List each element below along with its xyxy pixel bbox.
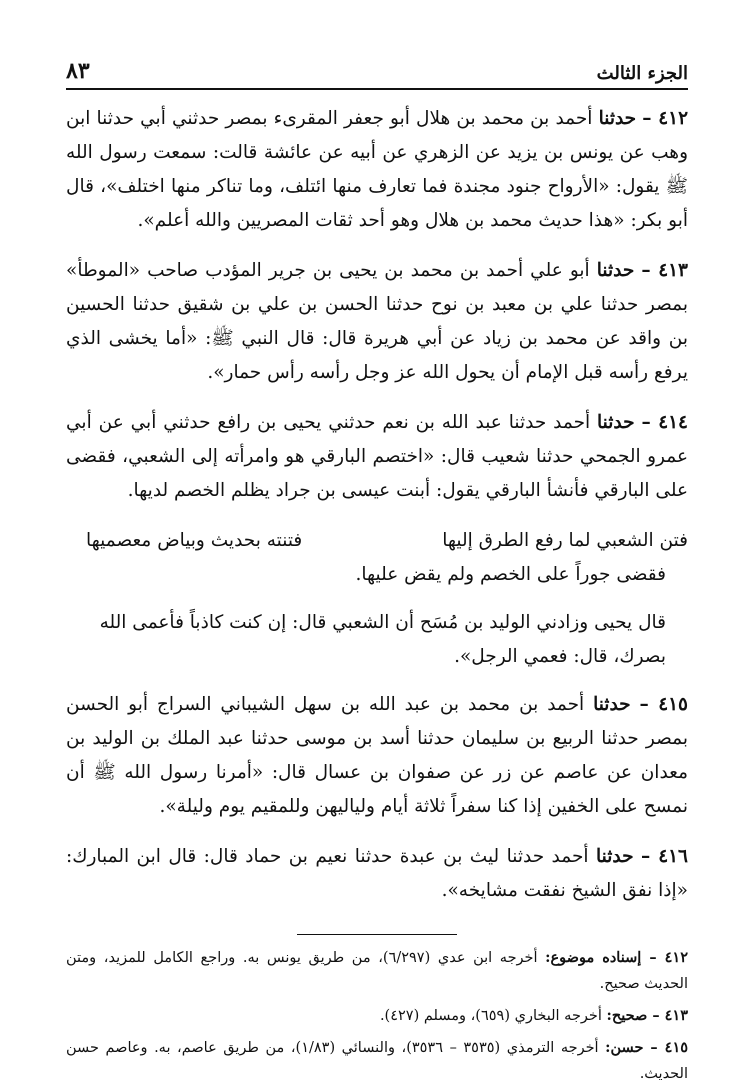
entry-number: ٤١٢ – <box>642 108 689 129</box>
entry-lead: حدثنا <box>597 412 635 433</box>
poem-verse <box>66 524 688 558</box>
footnote-413 <box>66 1003 688 1029</box>
entry-text: أحمد بن محمد بن هلال أبو جعفر المقرىء بمصر حدثني أبي حدثنا ابن وهب عن يونس بن يزيد عن الزهري عن أبيه عن عائشة قالت: سمعت رسول الله ﷺ يقول: «الأرواح جنود مجندة فما تعارف منها ائتلف، وما تناكر منها اختلف»، قال أبو بكر: «هذا حديث محمد بن هلال وهو أحد ثقات المصريين والله أعلم». <box>66 108 688 231</box>
running-header <box>66 40 688 90</box>
entry-text: أحمد حدثنا ليث بن عبدة حدثنا نعيم بن حماد قال: قال ابن المبارك: «إذا نفق الشيخ نفقت مشايخه». <box>66 846 688 901</box>
entry-lead: حدثنا <box>595 846 634 867</box>
entry-text: أحمد بن محمد بن عبد الله بن سهل الشيباني السراج أبو الحسن بمصر حدثنا الربيع بن سليمان حدثنا أسد بن موسى حدثنا عبد الملك بن الوليد بن معدان عن عاصم عن زر عن صفوان بن عسال قال: «أمرنا رسول الله ﷺ أن نمسح على الخفين إذا كنا سفراً ثلاثة أيام ولياليهن وللمقيم يوم وليلة». <box>66 694 688 817</box>
entry-number: ٤١٦ – <box>640 846 688 867</box>
poem-continuation: فقضى جوراً على الخصم ولم يقض عليها. <box>355 564 666 585</box>
entry-text: أحمد حدثنا عبد الله بن نعم حدثني يحيى بن رافع حدثني أبي عن أبي عمرو الجمحي حدثنا شعيب قال: «اختصم البارقي هو وامرأته إلى الشعبي، فقضى على البارقي فأنشأ البارقي يقول: أبنت عيسى بن جراد يظلم الخصم لديها. <box>66 412 688 501</box>
entry-lead: حدثنا <box>596 260 635 281</box>
footnote-text: أخرجه ابن عدي (٦/٢٩٧)، من طريق يونس به. وراجع الكامل للمزيد، ومتن الحديث صحيح. <box>66 950 688 992</box>
hadith-entry-413 <box>66 254 688 390</box>
running-title: الجزء الثالث <box>596 63 688 84</box>
page-number: ٨٣ <box>66 58 90 84</box>
footnote-415 <box>66 1035 688 1087</box>
hadith-entry-416 <box>66 840 688 908</box>
footnote-separator <box>297 934 457 935</box>
hadith-entry-415 <box>66 688 688 824</box>
entry-number: ٤١٣ – <box>641 260 688 281</box>
footnote-text: أخرجه البخاري (٦٥٩)، ومسلم (٤٢٧). <box>379 1008 602 1024</box>
footnote-key: ٤١٣ – صحيح: <box>606 1007 688 1024</box>
footnote-key: ٤١٥ – حسن: <box>605 1039 689 1056</box>
footnote-key: ٤١٢ – إسناده موضوع: <box>545 949 688 966</box>
footnote-text: أخرجه الترمذي (٣٥٣٥ – ٣٥٣٦)، والنسائي (١/٨٣)، من طريق عاصم، به. وعاصم حسن الحديث. <box>66 1040 688 1082</box>
entry-number: ٤١٥ – <box>639 694 688 715</box>
narration-addendum: قال يحيى وزادني الوليد بن مُسَح أن الشعبي قال: إن كنت كاذباً فأعمى الله بصرك، قال: فعمي الرجل». <box>99 612 666 667</box>
entry-number: ٤١٤ – <box>641 412 688 433</box>
entry-text: أبو علي أحمد بن محمد بن يحيى بن جرير المؤدب صاحب «الموطأ» بمصر حدثنا علي بن معبد بن نوح حدثنا الحسن بن علي بن شقيق حدثنا الحسين بن واقد عن محمد بن زياد عن أبي هريرة قال: قال النبي ﷺ: «أما يخشى الذي يرفع رأسه قبل الإمام أن يحول الله عز وجل رأسه رأس حمار». <box>66 260 688 383</box>
hadith-entry-414 <box>66 406 688 508</box>
entry-lead: حدثنا <box>593 694 631 715</box>
poem-hemistich-second: فتنته بحديث وبياض معصميها <box>86 530 303 551</box>
footnote-412 <box>66 945 688 997</box>
entry-lead: حدثنا <box>598 108 637 129</box>
hadith-entry-412 <box>66 102 688 238</box>
poem-hemistich-first: فتن الشعبي لما رفع الطرق إليها <box>442 530 688 551</box>
